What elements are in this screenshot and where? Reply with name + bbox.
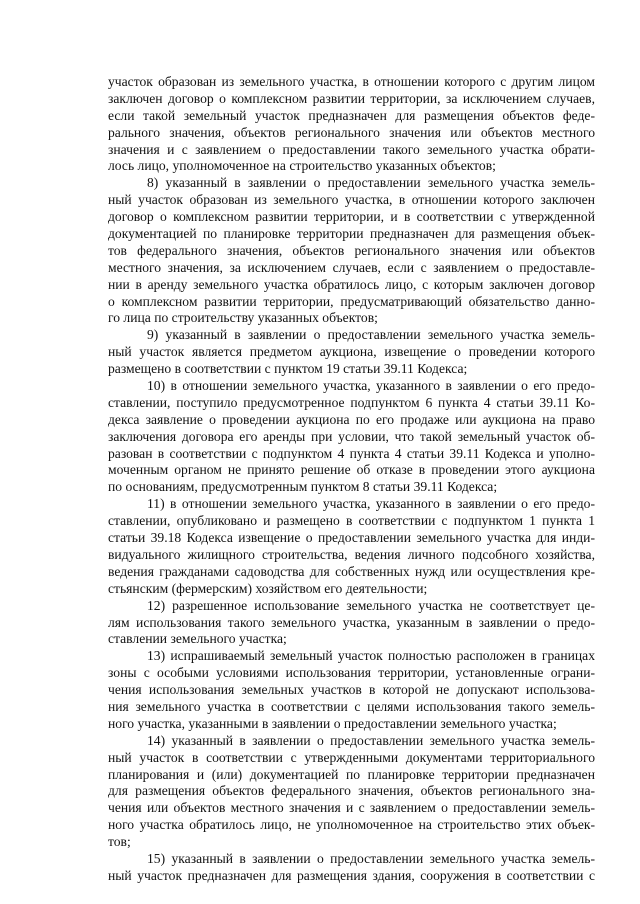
text-line: если такой земельный участок предназначен для размещения объектов феде- xyxy=(108,107,595,123)
text-line: о комплексном развитии территории, предусматривающий обязательство данно- xyxy=(108,293,595,309)
text-line: размещено в соответствии с пунктом 19 статьи 39.11 Кодекса; xyxy=(108,361,468,377)
text-line: заключен договор о комплексном развитии территории, за исключением случаев, xyxy=(108,90,595,106)
text-line: чения или объектов местного значения и с заявлением о предоставлении земель- xyxy=(108,800,595,816)
text-line: ставлении, поступило предусмотренное подпунктом 6 пункта 4 статьи 39.11 Ко- xyxy=(108,394,595,410)
text-line: 10) в отношении земельного участка, указанного в заявлении о его предо- xyxy=(147,378,595,394)
text-line: ный участок предназначен для размещения здания, сооружения в соответствии с xyxy=(108,867,595,883)
text-line: ный участок образован из земельного участка, в отношении которого заключен xyxy=(108,192,595,208)
text-line: ведения гражданами садоводства для собственных нужд или осуществления кре- xyxy=(108,563,595,579)
text-line: ставлении, опубликовано и размещено в соответствии с подпунктом 1 пункта 1 xyxy=(108,513,595,529)
text-line: для размещения объектов федерального значения, объектов регионального зна- xyxy=(108,783,595,799)
text-line: планирования и (или) документацией по планировке территории предназначен xyxy=(108,766,595,782)
document-page xyxy=(108,74,595,885)
text-line: ного участка обратилось лицо, не уполномоченное на строительство этих объек- xyxy=(108,817,595,833)
text-line: участок образован из земельного участка, в отношении которого с другим лицом xyxy=(108,74,595,89)
text-line: заключения договора его аренды при условии, что такой земельный участок об- xyxy=(108,428,595,444)
text-line: нии в аренду земельного участка обратилось лицо, с которым заключен договор xyxy=(108,276,595,292)
text-line: лям использования такого земельного участка, указанным в заявлении о предо- xyxy=(108,614,595,630)
text-line: документацией по планировке территории предназначен для размещения объек- xyxy=(108,226,595,242)
text-line: моченным органом не принято решение об отказе в проведении этого аукциона xyxy=(108,462,595,478)
text-line: 8) указанный в заявлении о предоставлении земельного участка земель- xyxy=(147,175,595,191)
text-line: видуального жилищного строительства, ведения личного подсобного хозяйства, xyxy=(108,546,595,562)
text-line: ный участок в соответствии с утвержденными документами территориального xyxy=(108,749,595,765)
text-line: чения использования земельных участков в которой не допускают использова- xyxy=(108,682,595,698)
text-line: статьи 39.18 Кодекса извещение о предоставлении земельного участка для инди- xyxy=(108,530,595,546)
text-line: зоны с особыми условиями использования территории, установленные ограни- xyxy=(108,665,595,681)
text-line: лось лицо, уполномоченное на строительство указанных объектов; xyxy=(108,158,496,174)
text-line: 11) в отношении земельного участка, указанного в заявлении о его предо- xyxy=(147,496,595,512)
text-line: договор о комплексном развитии территории, и в соответствии с утвержденной xyxy=(108,209,595,225)
text-line: 12) разрешенное использование земельного участка не соответствует це- xyxy=(147,597,595,613)
text-line: декса заявление о проведении аукциона по его продаже или аукциона на право xyxy=(108,411,595,427)
text-line: 9) указанный в заявлении о предоставлении земельного участка земель- xyxy=(147,327,595,343)
text-line: разован в соответствии с подпунктом 4 пункта 4 статьи 39.11 Кодекса и уполно- xyxy=(108,445,595,461)
text-line: ния земельного участка в соответствии с целями использования такого земель- xyxy=(108,698,595,714)
text-line: рального значения, объектов регионального значения или объектов местного xyxy=(108,124,595,140)
text-line: 14) указанный в заявлении о предоставлении земельного участка земель- xyxy=(147,732,595,748)
text-line: ный участок является предметом аукциона, извещение о проведении которого xyxy=(108,344,595,360)
text-line: 13) испрашиваемый земельный участок полностью расположен в границах xyxy=(147,648,595,664)
text-line: значения и с заявлением о предоставлении такого земельного участка обрати- xyxy=(108,141,595,157)
text-line: ного участка, указанными в заявлении о предоставлении земельного участка; xyxy=(108,715,557,731)
text-line: го лица по строительству указанных объектов; xyxy=(108,310,378,326)
text-line: по основаниям, предусмотренным пунктом 8 статьи 39.11 Кодекса; xyxy=(108,479,498,495)
text-line: ставлении земельного участка; xyxy=(108,631,287,647)
text-line: тов федерального значения, объектов регионального значения или объектов xyxy=(108,242,595,258)
text-line: тов; xyxy=(108,834,131,850)
text-line: стьянским (фермерским) хозяйством его деятельности; xyxy=(108,580,428,596)
text-line: 15) указанный в заявлении о предоставлении земельного участка земель- xyxy=(147,850,595,866)
text-line: местного значения, за исключением случаев, если с заявлением о предоставле- xyxy=(108,259,595,275)
